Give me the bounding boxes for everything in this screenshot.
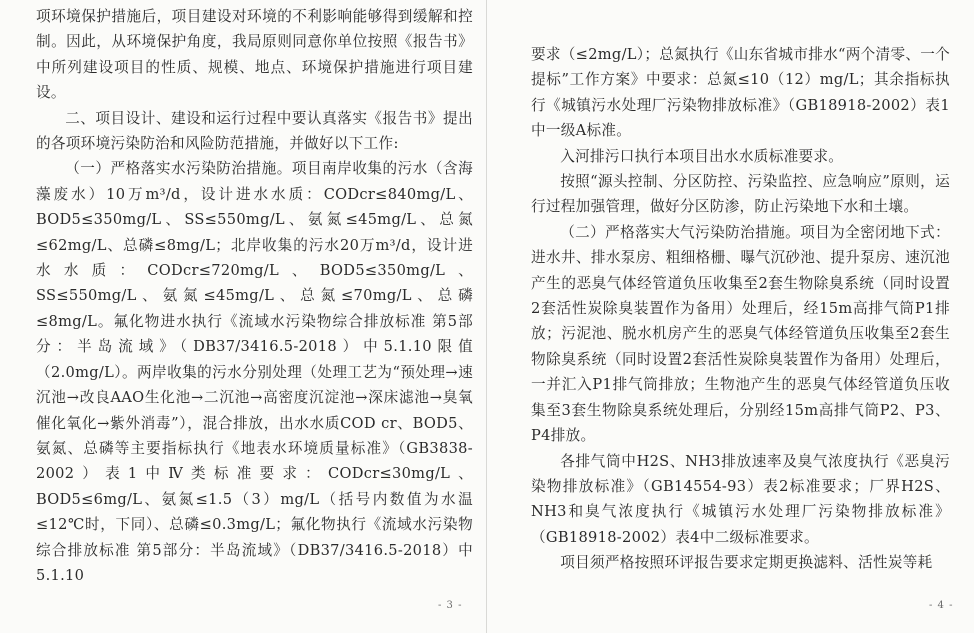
- page-number: - 4 -: [929, 600, 954, 611]
- paragraph-air-pollution: （二）严格落实大气污染防治措施。项目为全密闭地下式：进水井、排水泵房、粗细格栅、曝气沉砂池、提升泵房、速沉池产生的恶臭气体经管道负压收集至2套生物除臭系统（同时设置2套活性炭除臭装置作为备用）处理后，经15m高排气筒P1排放；污泥池、脱水机房产生的恶臭气体经管道负压收集至2套生物除臭系统（同时设置2套活性炭除臭装置作为备用）处理后，一并汇入P1排气筒排放；生物池产生的恶臭气体经管道负压收集至3套生物除臭系统处理后，分别经15m高排气筒P2、P3、P4排放。: [531, 223, 950, 445]
- paragraph-section-two: 二、项目设计、建设和运行过程中要认真落实《报告书》提出的各项环境污染防治和风险防范措施，并做好以下工作:: [36, 109, 473, 153]
- page-number: - 3 -: [438, 600, 463, 611]
- paragraph-outfall: 入河排污口执行本项目出水水质标准要求。: [560, 147, 844, 165]
- paragraph-continuation: 项环境保护措施后，项目建设对环境的不利影响能够得到缓解和控制。因此，从环境保护角度，我局原则同意你单位按照《报告书》中所列建设项目的性质、规模、地点、环境保护措施进行项目建设。: [36, 8, 473, 102]
- right-document-page: [487, 0, 974, 633]
- paragraph-odor-standards: 各排气筒中H2S、NH3排放速率及臭气浓度执行《恶臭污染物排放标准》（GB14554-93）表2标准要求；厂界H2S、NH3和臭气浓度执行《城镇污水处理厂污染物排放标准》（GB18918-2002）表4中二级标准要求。: [531, 452, 950, 546]
- paragraph-groundwater: 按照“源头控制、分区防控、污染监控、应急响应”原则，运行过程加强管理，做好分区防渗，防止污染地下水和土壤。: [531, 173, 950, 216]
- paragraph-maintenance: 项目须严格按照环评报告要求定期更换滤料、活性炭等耗: [560, 554, 933, 572]
- paragraph-continuation: 要求（≤2mg/L）；总氮执行《山东省城市排水“两个清零、一个提标”工作方案》中要求：总氮≤10（12）mg/L；其余指标执行《城镇污水处理厂污染物排放标准》（GB18918-2002）表1中一级A标准。: [531, 46, 951, 140]
- paragraph-water-pollution: （一）严格落实水污染防治措施。项目南岸收集的污水（含海藻废水）10万m³/d，设计进水水质：CODcr≤840mg/L、BOD5≤350mg/L、SS≤550mg/L、氨氮≤45mg/L、总氮≤62mg/L、总磷≤8mg/L；北岸收集的污水20万m³/d，设计进水水质：CODcr≤720mg/L、BOD5≤350mg/L、SS≤550mg/L、氨氮≤45mg/L、总氮≤70mg/L、总磷≤8mg/L。氟化物进水执行《流域水污染物综合排放标准 第5部分：半岛流域》（DB37/3416.5-2018）中5.1.10限值（2.0mg/L）。两岸收集的污水分别处理（处理工艺为“预处理→速沉池→改良AAO生化池→二沉池→高密度沉淀池→深床滤池→臭氧催化氧化→紫外消毒”），混合排放，出水水质COD cr、BOD5、氨氮、总磷等主要指标执行《地表水环境质量标准》（GB3838-2002）表1中Ⅳ类标准要求：CODcr≤30mg/L、BOD5≤6mg/L、氨氮≤1.5（3）mg/L（括号内数值为水温≤12℃时，下同）、总磷≤0.3mg/L；氟化物执行《流域水污染物综合排放标准 第5部分：半岛流域》（DB37/3416.5-2018）中5.1.10: [36, 160, 473, 584]
